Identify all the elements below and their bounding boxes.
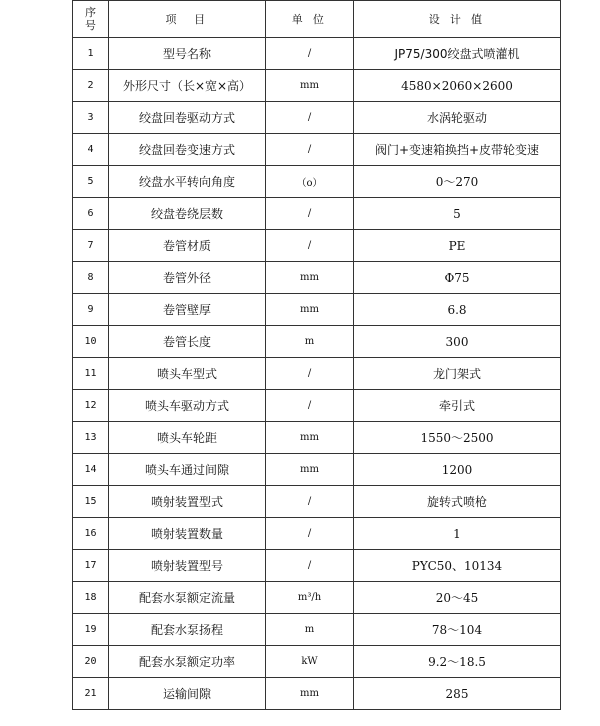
row-unit: mm	[266, 678, 354, 710]
table-row	[73, 646, 561, 678]
row-no: 7	[73, 230, 109, 262]
row-value: Φ75	[354, 262, 561, 294]
row-item: 外形尺寸（长×宽×高）	[109, 70, 266, 102]
row-value: 牵引式	[354, 390, 561, 422]
row-value: 水涡轮驱动	[354, 102, 561, 134]
table-row	[73, 582, 561, 614]
row-item: 卷管长度	[109, 326, 266, 358]
row-unit: mm	[266, 262, 354, 294]
table-row	[73, 614, 561, 646]
row-item: 卷管壁厚	[109, 294, 266, 326]
table-row	[73, 294, 561, 326]
row-unit: mm	[266, 70, 354, 102]
table-row	[73, 38, 561, 70]
row-no: 9	[73, 294, 109, 326]
row-item: 喷射装置型式	[109, 486, 266, 518]
row-no: 10	[73, 326, 109, 358]
row-item: 喷头车通过间隙	[109, 454, 266, 486]
row-unit: m	[266, 326, 354, 358]
row-no: 5	[73, 166, 109, 198]
row-no: 6	[73, 198, 109, 230]
row-value: 285	[354, 678, 561, 710]
row-value: PE	[354, 230, 561, 262]
row-no: 11	[73, 358, 109, 390]
table-row	[73, 422, 561, 454]
row-value: 300	[354, 326, 561, 358]
row-unit: /	[266, 230, 354, 262]
row-item: 运输间隙	[109, 678, 266, 710]
row-value: 龙门架式	[354, 358, 561, 390]
row-no: 3	[73, 102, 109, 134]
row-no: 8	[73, 262, 109, 294]
row-item: 绞盘回卷驱动方式	[109, 102, 266, 134]
row-item: 配套水泵扬程	[109, 614, 266, 646]
table-row	[73, 262, 561, 294]
row-unit: mm	[266, 294, 354, 326]
row-item: 型号名称	[109, 38, 266, 70]
row-item: 配套水泵额定功率	[109, 646, 266, 678]
table-row	[73, 454, 561, 486]
header-no-line1: 序	[85, 6, 96, 19]
row-item: 喷头车驱动方式	[109, 390, 266, 422]
row-item: 卷管外径	[109, 262, 266, 294]
row-no: 1	[73, 38, 109, 70]
row-item: 喷射装置数量	[109, 518, 266, 550]
table-row	[73, 102, 561, 134]
row-value: 78～104	[354, 614, 561, 646]
row-value: JP75/300绞盘式喷灌机	[354, 38, 561, 70]
table-row	[73, 166, 561, 198]
row-unit: mm	[266, 422, 354, 454]
row-value: 20～45	[354, 582, 561, 614]
row-value: 6.8	[354, 294, 561, 326]
row-unit: /	[266, 358, 354, 390]
row-unit: m	[266, 614, 354, 646]
header-no	[73, 1, 109, 38]
row-no: 13	[73, 422, 109, 454]
row-unit: kW	[266, 646, 354, 678]
header-unit: 单 位	[266, 1, 354, 38]
row-value: 1550～2500	[354, 422, 561, 454]
row-unit: /	[266, 38, 354, 70]
row-no: 14	[73, 454, 109, 486]
row-unit: /	[266, 134, 354, 166]
row-unit: /	[266, 198, 354, 230]
row-unit: /	[266, 390, 354, 422]
row-unit: /	[266, 486, 354, 518]
table-row	[73, 70, 561, 102]
row-unit: /	[266, 518, 354, 550]
row-unit: m³/h	[266, 582, 354, 614]
row-item: 绞盘水平转向角度	[109, 166, 266, 198]
row-item: 喷射装置型号	[109, 550, 266, 582]
row-no: 16	[73, 518, 109, 550]
spec-table	[72, 0, 561, 710]
row-item: 喷头车轮距	[109, 422, 266, 454]
row-item: 卷管材质	[109, 230, 266, 262]
table-row	[73, 230, 561, 262]
table-row	[73, 326, 561, 358]
row-value: 阀门+变速箱换挡+皮带轮变速	[354, 134, 561, 166]
row-no: 19	[73, 614, 109, 646]
table-row	[73, 198, 561, 230]
header-no-line2: 号	[85, 19, 96, 32]
row-no: 18	[73, 582, 109, 614]
row-no: 20	[73, 646, 109, 678]
table-row	[73, 390, 561, 422]
row-value: 5	[354, 198, 561, 230]
row-value: 9.2～18.5	[354, 646, 561, 678]
table-row	[73, 358, 561, 390]
row-no: 15	[73, 486, 109, 518]
row-item: 喷头车型式	[109, 358, 266, 390]
row-value: 旋转式喷枪	[354, 486, 561, 518]
table-header-row	[73, 1, 561, 38]
table-row	[73, 134, 561, 166]
table-row	[73, 550, 561, 582]
header-item: 项 目	[109, 1, 266, 38]
table-row	[73, 486, 561, 518]
row-no: 21	[73, 678, 109, 710]
table-row	[73, 678, 561, 710]
row-no: 4	[73, 134, 109, 166]
row-no: 2	[73, 70, 109, 102]
row-unit: /	[266, 102, 354, 134]
row-unit: /	[266, 550, 354, 582]
row-value: 1200	[354, 454, 561, 486]
row-item: 绞盘卷绕层数	[109, 198, 266, 230]
row-unit: （o）	[266, 166, 354, 198]
header-value: 设 计 值	[354, 1, 561, 38]
row-value: 4580×2060×2600	[354, 70, 561, 102]
row-no: 12	[73, 390, 109, 422]
table-row	[73, 518, 561, 550]
row-value: 0～270	[354, 166, 561, 198]
row-no: 17	[73, 550, 109, 582]
row-item: 绞盘回卷变速方式	[109, 134, 266, 166]
row-value: PYC50、10134	[354, 550, 561, 582]
row-unit: mm	[266, 454, 354, 486]
row-value: 1	[354, 518, 561, 550]
row-item: 配套水泵额定流量	[109, 582, 266, 614]
